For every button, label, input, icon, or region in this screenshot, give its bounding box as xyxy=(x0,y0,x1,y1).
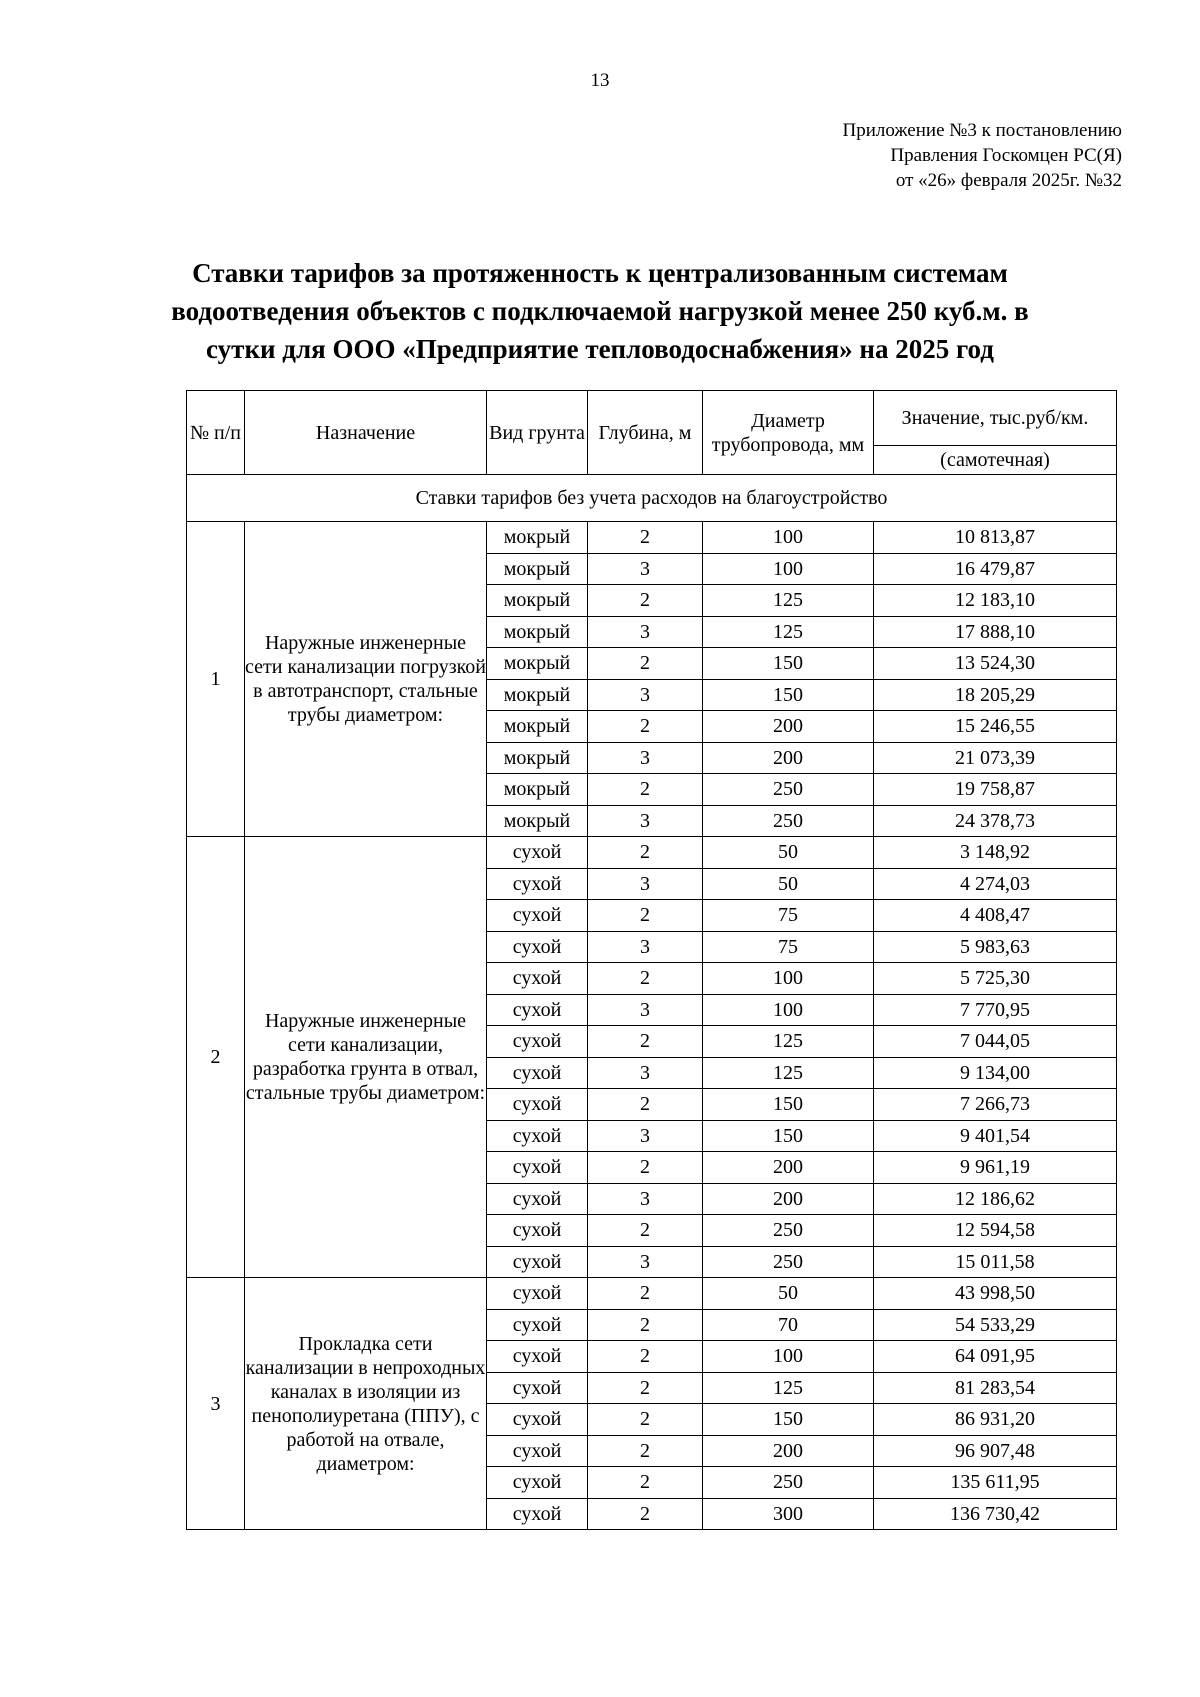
soil-type-cell: сухой xyxy=(487,1246,588,1278)
value-cell: 81 283,54 xyxy=(874,1372,1117,1404)
table-row xyxy=(187,522,1117,554)
depth-cell: 3 xyxy=(588,1246,703,1278)
group-number: 1 xyxy=(187,522,245,837)
depth-cell: 2 xyxy=(588,837,703,869)
soil-type-cell: сухой xyxy=(487,1341,588,1373)
depth-cell: 3 xyxy=(588,616,703,648)
soil-type-cell: мокрый xyxy=(487,774,588,806)
soil-type-cell: сухой xyxy=(487,1057,588,1089)
value-cell: 13 524,30 xyxy=(874,648,1117,680)
value-cell: 19 758,87 xyxy=(874,774,1117,806)
header-value-sub: (самотечная) xyxy=(874,446,1117,475)
value-cell: 5 983,63 xyxy=(874,931,1117,963)
depth-cell: 2 xyxy=(588,1089,703,1121)
soil-type-cell: сухой xyxy=(487,1309,588,1341)
value-cell: 24 378,73 xyxy=(874,805,1117,837)
soil-type-cell: сухой xyxy=(487,1215,588,1247)
diameter-cell: 200 xyxy=(703,1152,874,1184)
soil-type-cell: мокрый xyxy=(487,805,588,837)
value-cell: 16 479,87 xyxy=(874,553,1117,585)
value-cell: 64 091,95 xyxy=(874,1341,1117,1373)
depth-cell: 2 xyxy=(588,1309,703,1341)
depth-cell: 2 xyxy=(588,1278,703,1310)
soil-type-cell: сухой xyxy=(487,994,588,1026)
diameter-cell: 70 xyxy=(703,1309,874,1341)
soil-type-cell: сухой xyxy=(487,868,588,900)
title-line-1: Ставки тарифов за протяженность к централизованным системам xyxy=(192,258,1008,288)
value-cell: 4 408,47 xyxy=(874,900,1117,932)
soil-type-cell: сухой xyxy=(487,1435,588,1467)
value-cell: 15 246,55 xyxy=(874,711,1117,743)
soil-type-cell: сухой xyxy=(487,1278,588,1310)
diameter-cell: 200 xyxy=(703,1183,874,1215)
table-row xyxy=(187,837,1117,869)
soil-type-cell: мокрый xyxy=(487,553,588,585)
document-title xyxy=(150,254,1050,368)
value-cell: 5 725,30 xyxy=(874,963,1117,995)
soil-type-cell: сухой xyxy=(487,1467,588,1499)
diameter-cell: 50 xyxy=(703,837,874,869)
table-header xyxy=(187,391,1117,475)
diameter-cell: 50 xyxy=(703,868,874,900)
soil-type-cell: сухой xyxy=(487,1404,588,1436)
group-number: 3 xyxy=(187,1278,245,1530)
soil-type-cell: сухой xyxy=(487,963,588,995)
diameter-cell: 100 xyxy=(703,963,874,995)
soil-type-cell: мокрый xyxy=(487,711,588,743)
diameter-cell: 250 xyxy=(703,1215,874,1247)
soil-type-cell: мокрый xyxy=(487,679,588,711)
diameter-cell: 100 xyxy=(703,553,874,585)
depth-cell: 2 xyxy=(588,1215,703,1247)
diameter-cell: 100 xyxy=(703,994,874,1026)
depth-cell: 3 xyxy=(588,1183,703,1215)
diameter-cell: 150 xyxy=(703,1404,874,1436)
diameter-cell: 150 xyxy=(703,1089,874,1121)
value-cell: 3 148,92 xyxy=(874,837,1117,869)
diameter-cell: 200 xyxy=(703,711,874,743)
title-line-2: водоотведения объектов с подключаемой нагрузкой менее 250 куб.м. в xyxy=(171,296,1029,326)
tariff-table xyxy=(186,390,1117,1530)
depth-cell: 2 xyxy=(588,585,703,617)
soil-type-cell: сухой xyxy=(487,931,588,963)
value-cell: 135 611,95 xyxy=(874,1467,1117,1499)
group-number: 2 xyxy=(187,837,245,1278)
value-cell: 12 594,58 xyxy=(874,1215,1117,1247)
depth-cell: 2 xyxy=(588,1404,703,1436)
header-depth: Глубина, м xyxy=(588,391,703,475)
value-cell: 15 011,58 xyxy=(874,1246,1117,1278)
group-purpose: Наружные инженерные сети канализации, разработка грунта в отвал, стальные трубы диаметром: xyxy=(245,837,487,1278)
group-purpose: Наружные инженерные сети канализации погрузкой в автотранспорт, стальные трубы диаметром: xyxy=(245,522,487,837)
value-cell: 9 134,00 xyxy=(874,1057,1117,1089)
diameter-cell: 50 xyxy=(703,1278,874,1310)
value-cell: 7 044,05 xyxy=(874,1026,1117,1058)
appendix-line-1: Приложение №3 к постановлению xyxy=(842,120,1122,141)
depth-cell: 2 xyxy=(588,774,703,806)
diameter-cell: 200 xyxy=(703,1435,874,1467)
diameter-cell: 125 xyxy=(703,585,874,617)
depth-cell: 2 xyxy=(588,648,703,680)
diameter-cell: 75 xyxy=(703,900,874,932)
soil-type-cell: сухой xyxy=(487,1089,588,1121)
value-cell: 7 266,73 xyxy=(874,1089,1117,1121)
header-purpose: Назначение xyxy=(245,391,487,475)
diameter-cell: 250 xyxy=(703,1467,874,1499)
soil-type-cell: сухой xyxy=(487,1026,588,1058)
value-cell: 18 205,29 xyxy=(874,679,1117,711)
value-cell: 54 533,29 xyxy=(874,1309,1117,1341)
value-cell: 96 907,48 xyxy=(874,1435,1117,1467)
soil-type-cell: сухой xyxy=(487,1152,588,1184)
depth-cell: 3 xyxy=(588,868,703,900)
group-purpose: Прокладка сети канализации в непроходных каналах в изоляции из пенополиуретана (ППУ), с работой на отвале, диаметром: xyxy=(245,1278,487,1530)
depth-cell: 3 xyxy=(588,931,703,963)
depth-cell: 3 xyxy=(588,1057,703,1089)
depth-cell: 2 xyxy=(588,1467,703,1499)
soil-type-cell: мокрый xyxy=(487,616,588,648)
diameter-cell: 250 xyxy=(703,805,874,837)
diameter-cell: 150 xyxy=(703,648,874,680)
header-soil-type: Вид грунта xyxy=(487,391,588,475)
depth-cell: 2 xyxy=(588,711,703,743)
depth-cell: 2 xyxy=(588,900,703,932)
diameter-cell: 300 xyxy=(703,1498,874,1530)
depth-cell: 2 xyxy=(588,1372,703,1404)
depth-cell: 2 xyxy=(588,1341,703,1373)
soil-type-cell: мокрый xyxy=(487,648,588,680)
soil-type-cell: мокрый xyxy=(487,742,588,774)
depth-cell: 2 xyxy=(588,1152,703,1184)
value-cell: 86 931,20 xyxy=(874,1404,1117,1436)
diameter-cell: 150 xyxy=(703,679,874,711)
depth-cell: 2 xyxy=(588,522,703,554)
value-cell: 12 183,10 xyxy=(874,585,1117,617)
diameter-cell: 150 xyxy=(703,1120,874,1152)
page-number: 13 xyxy=(590,70,610,91)
diameter-cell: 75 xyxy=(703,931,874,963)
soil-type-cell: сухой xyxy=(487,1372,588,1404)
appendix-line-3: от «26» февраля 2025г. №32 xyxy=(895,170,1122,191)
header-value: Значение, тыс.руб/км. xyxy=(874,391,1117,446)
depth-cell: 3 xyxy=(588,994,703,1026)
soil-type-cell: сухой xyxy=(487,1120,588,1152)
soil-type-cell: сухой xyxy=(487,837,588,869)
table-body xyxy=(187,522,1117,1530)
diameter-cell: 125 xyxy=(703,1372,874,1404)
soil-type-cell: мокрый xyxy=(487,522,588,554)
diameter-cell: 100 xyxy=(703,522,874,554)
soil-type-cell: мокрый xyxy=(487,585,588,617)
depth-cell: 2 xyxy=(588,1026,703,1058)
value-cell: 12 186,62 xyxy=(874,1183,1117,1215)
soil-type-cell: сухой xyxy=(487,1498,588,1530)
diameter-cell: 250 xyxy=(703,1246,874,1278)
header-num: № п/п xyxy=(187,391,245,475)
value-cell: 136 730,42 xyxy=(874,1498,1117,1530)
diameter-cell: 125 xyxy=(703,1057,874,1089)
value-cell: 7 770,95 xyxy=(874,994,1117,1026)
depth-cell: 2 xyxy=(588,1435,703,1467)
depth-cell: 3 xyxy=(588,1120,703,1152)
section-title: Ставки тарифов без учета расходов на благоустройство xyxy=(187,475,1117,522)
diameter-cell: 125 xyxy=(703,616,874,648)
depth-cell: 3 xyxy=(588,742,703,774)
depth-cell: 2 xyxy=(588,963,703,995)
diameter-cell: 100 xyxy=(703,1341,874,1373)
diameter-cell: 200 xyxy=(703,742,874,774)
value-cell: 9 961,19 xyxy=(874,1152,1117,1184)
value-cell: 17 888,10 xyxy=(874,616,1117,648)
value-cell: 10 813,87 xyxy=(874,522,1117,554)
value-cell: 43 998,50 xyxy=(874,1278,1117,1310)
title-line-3: сутки для ООО «Предприятие тепловодоснабжения» на 2025 год xyxy=(206,334,994,364)
diameter-cell: 250 xyxy=(703,774,874,806)
appendix-line-2: Правления Госкомцен РС(Я) xyxy=(890,145,1122,166)
header-diameter: Диаметр трубопровода, мм xyxy=(703,391,874,475)
value-cell: 9 401,54 xyxy=(874,1120,1117,1152)
table-row xyxy=(187,1278,1117,1310)
soil-type-cell: сухой xyxy=(487,900,588,932)
soil-type-cell: сухой xyxy=(487,1183,588,1215)
depth-cell: 2 xyxy=(588,1498,703,1530)
depth-cell: 3 xyxy=(588,553,703,585)
value-cell: 4 274,03 xyxy=(874,868,1117,900)
diameter-cell: 125 xyxy=(703,1026,874,1058)
appendix-reference xyxy=(843,118,1122,193)
depth-cell: 3 xyxy=(588,679,703,711)
depth-cell: 3 xyxy=(588,805,703,837)
value-cell: 21 073,39 xyxy=(874,742,1117,774)
